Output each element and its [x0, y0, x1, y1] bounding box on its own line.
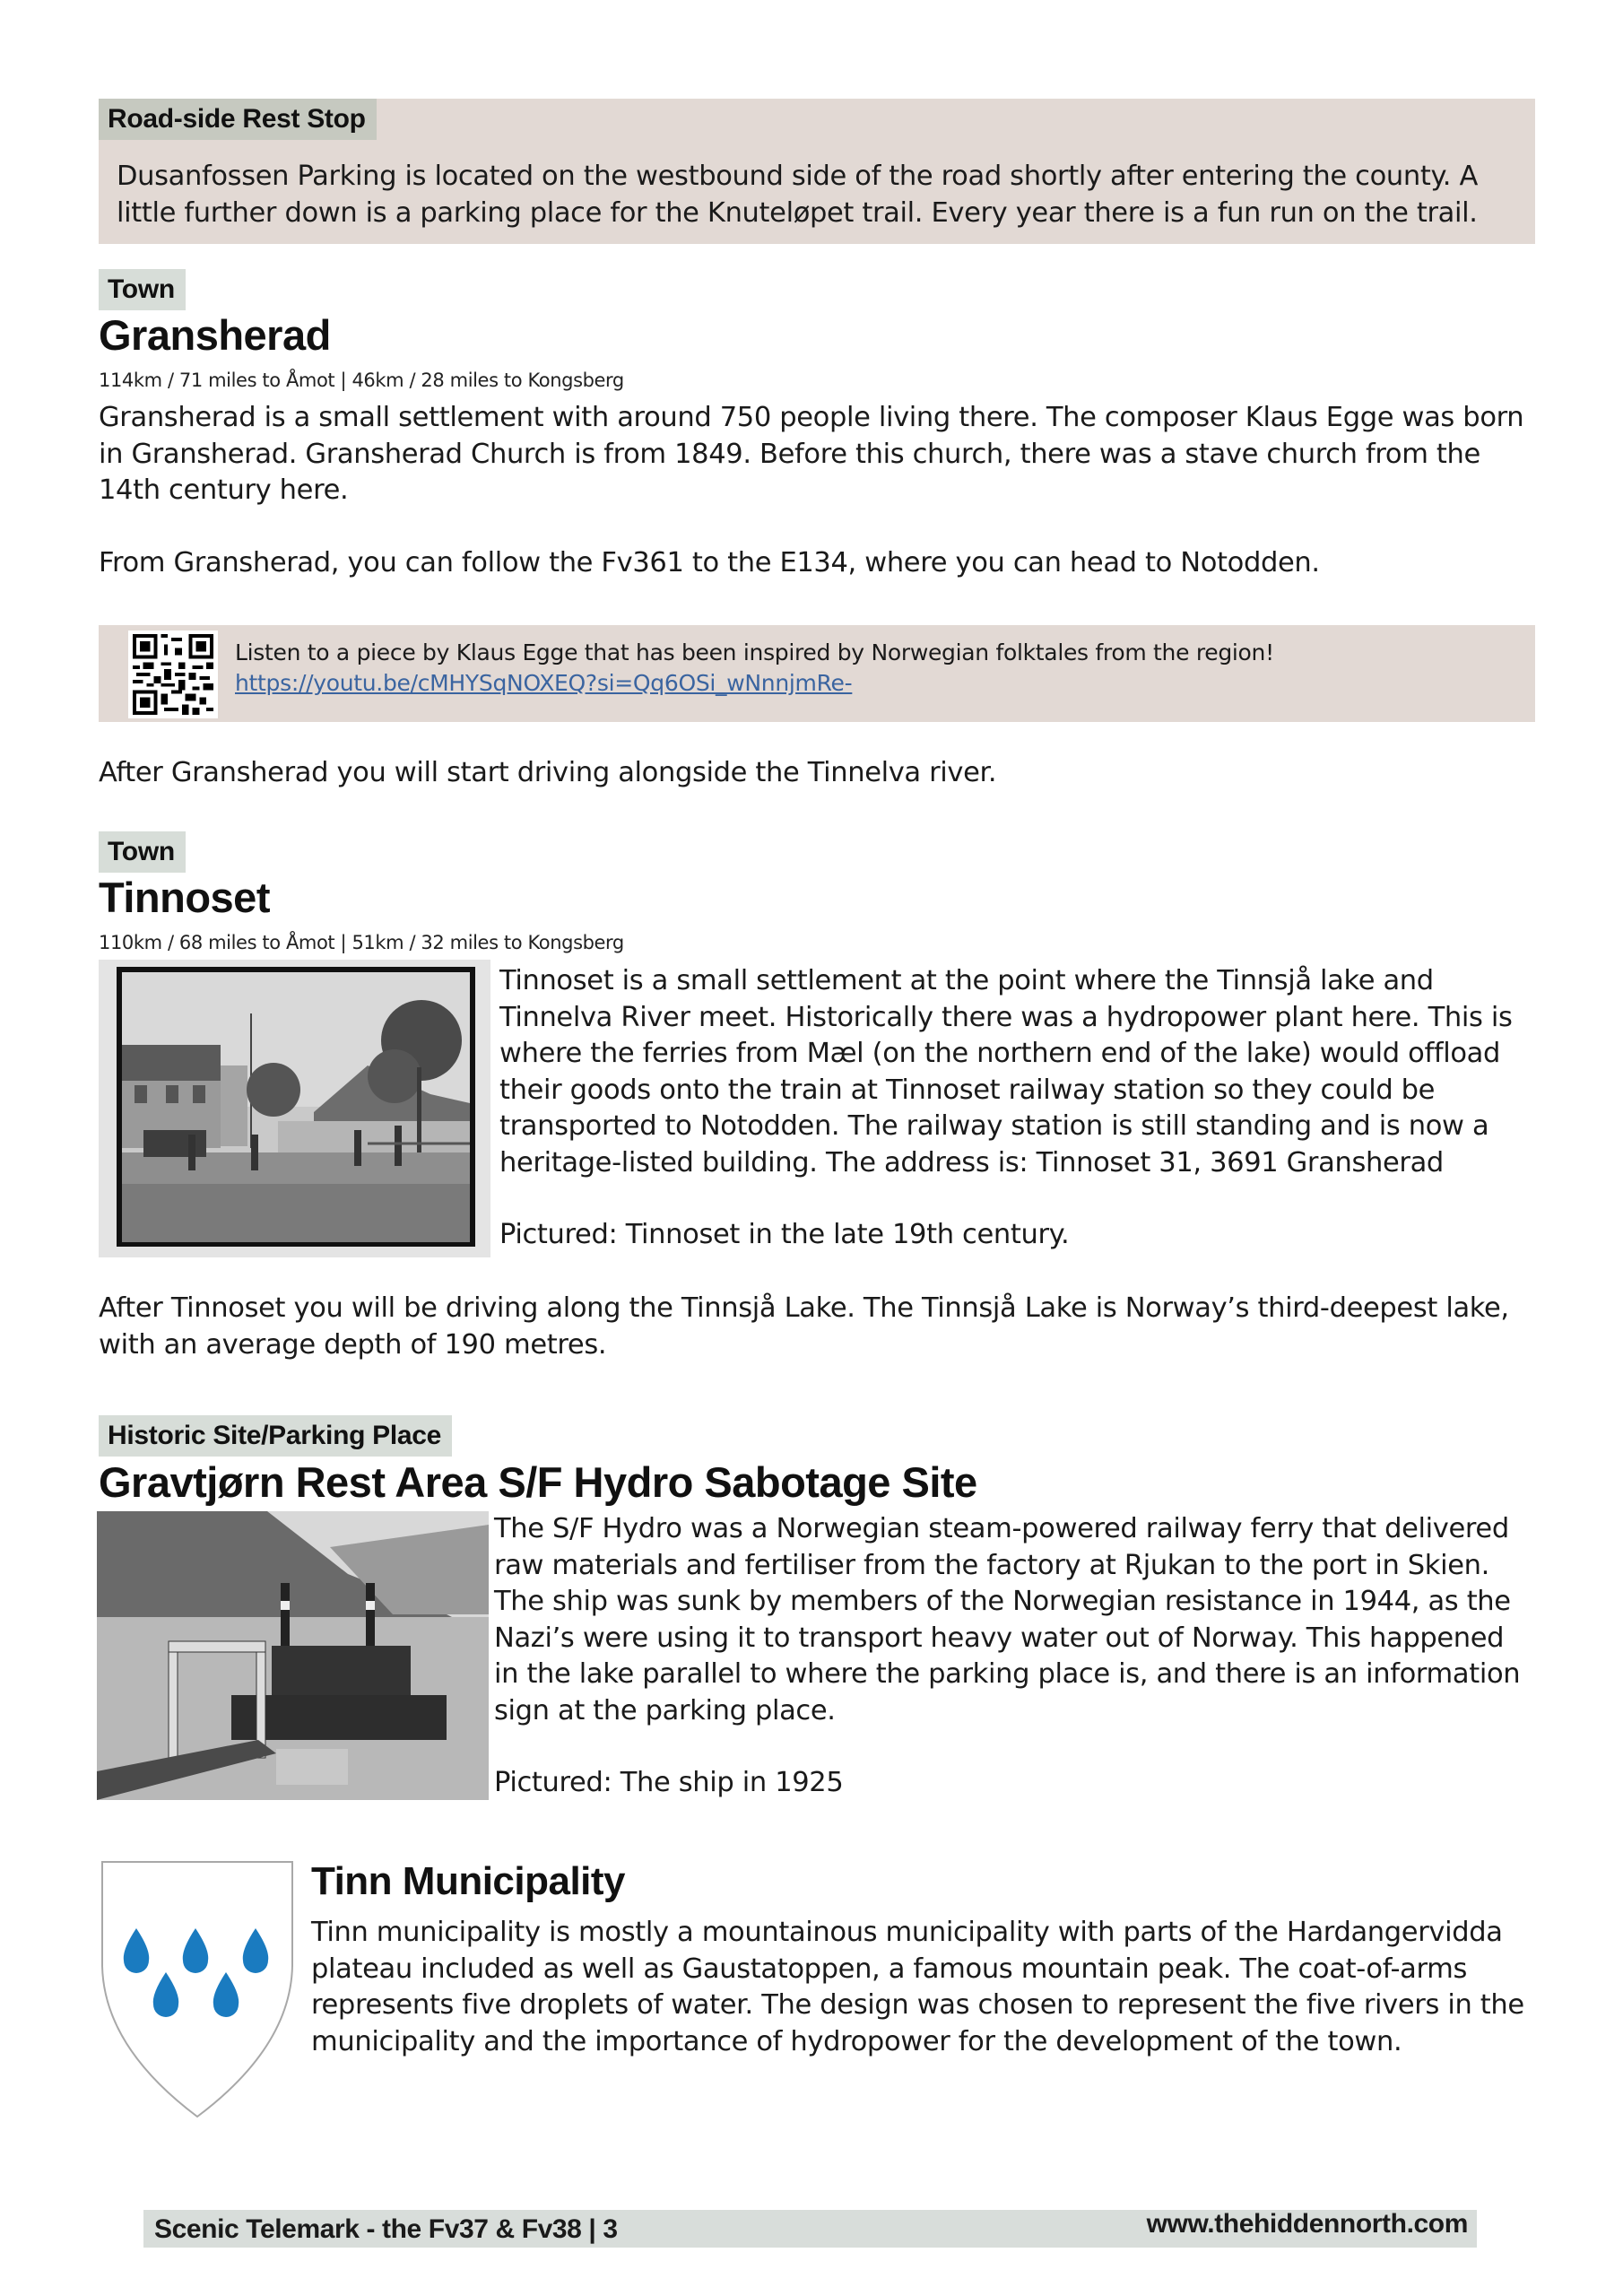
youtube-link[interactable]: https://youtu.be/cMHYSqNOXEQ?si=Qq6OSi_wNnnjmRe-: [235, 670, 853, 696]
body-text: After Gransherad you will start driving alongside the Tinnelva river.: [99, 757, 997, 788]
listen-box: [99, 625, 1535, 722]
body-text: After Tinnoset you will be driving along the Tinnsjå Lake. The Tinnsjå Lake is Norway’s third-deepest lake, with an average depth of 190 metres.: [99, 1292, 1509, 1361]
body-text: From Gransherad, you can follow the Fv361 to the E134, where you can head to Notodden.: [99, 547, 1320, 578]
category-tag: Road-side Rest Stop: [99, 99, 377, 140]
section-title: Tinn Municipality: [311, 1859, 626, 1903]
photo-caption: Pictured: The ship in 1925: [494, 1767, 844, 1798]
listen-description: Listen to a piece by Klaus Egge that has been inspired by Norwegian folktales from the region!: [235, 639, 1274, 665]
section-title: Gransherad: [99, 311, 331, 359]
tinnoset-photo: [99, 960, 490, 1257]
tinn-text: Tinn municipality is mostly a mountainous municipality with parts of the Hardangervidda plateau included as well as Gaustatoppen, a famous mountain peak. The coat-of-arms represents five droplets of water. The design was chosen to represent the five rivers in the municipality and the importance of hydropower for the development of the town.: [311, 1917, 1524, 2057]
photo-caption: Pictured: Tinnoset in the late 19th century.: [499, 1219, 1070, 1250]
rest-stop-text: Dusanfossen Parking is located on the westbound side of the road shortly after entering the county. A little further down is a parking place for the Knuteløpet trail. Every year there is a fun run on the trail.: [117, 161, 1479, 229]
distance-meta: 114km / 71 miles to Åmot | 46km / 28 miles to Kongsberg: [99, 370, 624, 391]
page-footer: [143, 2210, 1477, 2248]
section-title: Gravtjørn Rest Area S/F Hydro Sabotage Site: [99, 1458, 977, 1506]
category-tag: Historic Site/Parking Place: [99, 1415, 452, 1457]
tinnoset-text: Tinnoset is a small settlement at the point where the Tinnsjå lake and Tinnelva River meet. Historically there was a hydropower plant here. This is where the ferries from Mæl (on the northern end of the lake) would offload their goods onto the train at Tinnoset railway station so they could be transported to Notodden. The railway station is still standing and is now a heritage-listed building. The address is: Tinnoset 31, 3691 Gransherad: [499, 965, 1513, 1178]
distance-meta: 110km / 68 miles to Åmot | 51km / 32 miles to Kongsberg: [99, 932, 624, 953]
rest-stop-box: [99, 99, 1535, 244]
section-title: Tinnoset: [99, 874, 270, 921]
footer-website-link[interactable]: www.thehiddennorth.com: [1146, 2209, 1468, 2239]
coat-of-arms-icon: [99, 1858, 296, 2120]
hydro-text: The S/F Hydro was a Norwegian steam-powered railway ferry that delivered raw materials and fertiliser from the factory at Rjukan to the port in Skien. The ship was sunk by members of the Norwegian resistance in 1944, as the Nazi’s were using it to transport heavy water out of Norway. This happened in the lake parallel to where the parking place is, and there is an information sign at the parking place.: [494, 1513, 1521, 1726]
footer-title: Scenic Telemark - the Fv37 & Fv38 | 3: [154, 2214, 618, 2244]
body-text: Gransherad is a small settlement with around 750 people living there. The composer Klaus Egge was born in Gransherad. Gransherad Church is from 1849. Before this church, there was a stave church from the 14th century here.: [99, 402, 1524, 506]
qr-code-icon[interactable]: [128, 631, 218, 718]
listen-text: [235, 638, 1274, 699]
hydro-ship-photo: [97, 1511, 489, 1800]
category-tag: Town: [99, 831, 186, 873]
category-tag: Town: [99, 269, 186, 310]
